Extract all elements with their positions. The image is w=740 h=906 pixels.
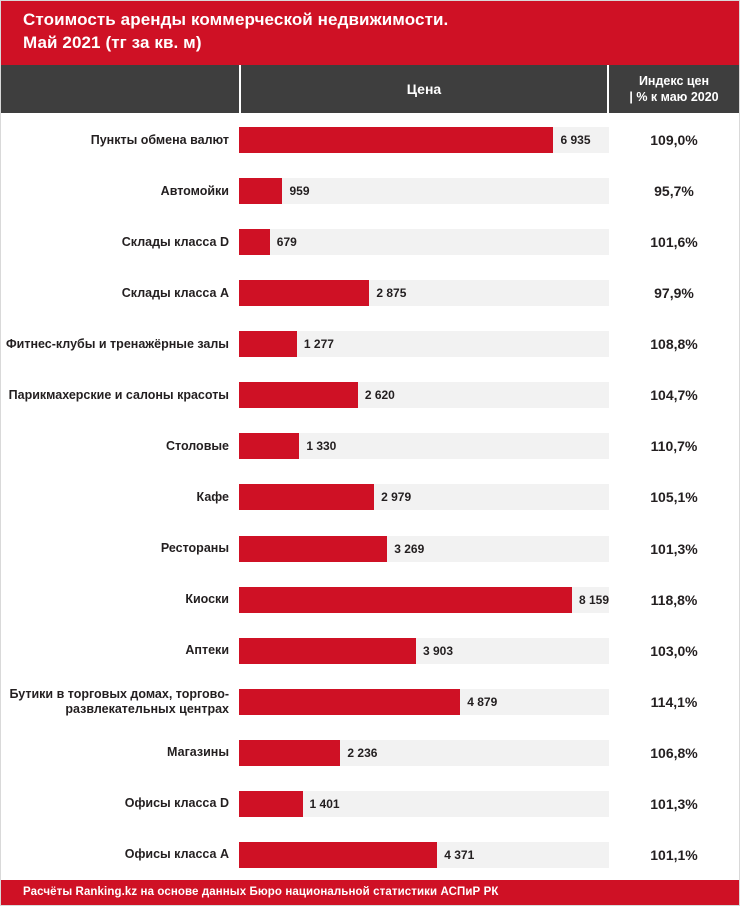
bar bbox=[239, 791, 303, 817]
bar bbox=[239, 331, 297, 357]
bar-track bbox=[239, 587, 609, 613]
bar bbox=[239, 280, 369, 306]
bar-track bbox=[239, 689, 609, 715]
row-category-label: Магазины bbox=[167, 745, 229, 760]
bar-value-label: 8 159 bbox=[578, 592, 609, 607]
bar bbox=[239, 689, 460, 715]
bar bbox=[239, 587, 572, 613]
table-row bbox=[1, 268, 739, 319]
bar-value-label: 3 269 bbox=[394, 541, 425, 556]
row-category-label: Склады класса A bbox=[121, 285, 229, 300]
page-title-line-1: Стоимость аренды коммерческой недвижимости. bbox=[23, 10, 449, 29]
bar-track bbox=[239, 331, 609, 357]
bar-value-label: 4 371 bbox=[444, 847, 475, 862]
row-bar-cell bbox=[239, 217, 609, 268]
table-row bbox=[1, 625, 739, 676]
table-row bbox=[1, 523, 739, 574]
row-category-label: Парикмахерские и салоны красоты bbox=[8, 387, 229, 402]
table-row bbox=[1, 727, 739, 778]
bar-value-label: 2 620 bbox=[364, 388, 395, 403]
row-index-value: 109,0% bbox=[650, 132, 698, 149]
bar bbox=[239, 127, 553, 153]
row-bar-cell bbox=[239, 166, 609, 217]
row-bar-cell bbox=[239, 319, 609, 370]
bar-track bbox=[239, 740, 609, 766]
column-header-index-line-1: Индекс цен bbox=[638, 73, 710, 88]
bar bbox=[239, 178, 282, 204]
row-index-value: 106,8% bbox=[650, 744, 698, 761]
bar-track bbox=[239, 127, 609, 153]
row-index-value: 110,7% bbox=[650, 438, 698, 455]
bar bbox=[239, 229, 270, 255]
bar-value-label: 959 bbox=[289, 184, 310, 199]
bar-value-label: 1 401 bbox=[309, 796, 340, 811]
bar-track bbox=[239, 178, 609, 204]
column-header-index bbox=[609, 65, 739, 113]
bar-track bbox=[239, 638, 609, 664]
bar-value-label: 2 236 bbox=[347, 745, 378, 760]
bar-value-label: 2 875 bbox=[376, 286, 407, 301]
row-index-value: 101,6% bbox=[650, 234, 698, 251]
row-category-label: Аптеки bbox=[185, 643, 229, 658]
table-row bbox=[1, 676, 739, 727]
row-bar-cell bbox=[239, 574, 609, 625]
row-bar-cell bbox=[239, 676, 609, 727]
page-title bbox=[1, 1, 739, 65]
table-row bbox=[1, 217, 739, 268]
row-category-label: Рестораны bbox=[160, 541, 229, 555]
row-category-label: Пункты обмена валют bbox=[90, 132, 229, 147]
bar-value-label: 2 979 bbox=[381, 490, 412, 505]
bar bbox=[239, 740, 340, 766]
bar bbox=[239, 842, 437, 868]
row-bar-cell bbox=[239, 778, 609, 829]
row-category-label-line-2: развлекательных центрах bbox=[65, 701, 229, 716]
row-category-label: Столовые bbox=[165, 438, 229, 453]
table-row bbox=[1, 778, 739, 829]
table-row bbox=[1, 574, 739, 625]
row-bar-cell bbox=[239, 268, 609, 319]
row-index-value: 108,8% bbox=[650, 336, 698, 353]
row-category-label: Офисы класса D bbox=[124, 796, 229, 811]
bar-track bbox=[239, 229, 609, 255]
row-category-label: Автомойки bbox=[160, 183, 229, 198]
row-category-label: Кафе bbox=[196, 489, 229, 504]
row-bar-cell bbox=[239, 370, 609, 421]
bar-track bbox=[239, 536, 609, 562]
row-bar-cell bbox=[239, 523, 609, 574]
table-row bbox=[1, 472, 739, 523]
table-row bbox=[1, 166, 739, 217]
column-header-row bbox=[1, 65, 739, 113]
bar-value-label: 6 935 bbox=[560, 133, 591, 148]
row-category-label-line-1: Бутики в торговых домах, торгово- bbox=[9, 686, 229, 701]
bar bbox=[239, 382, 358, 408]
row-index-value: 105,1% bbox=[650, 489, 698, 506]
row-category-label: Киоски bbox=[185, 592, 229, 607]
bar-track bbox=[239, 433, 609, 459]
bar bbox=[239, 536, 387, 562]
table-row bbox=[1, 319, 739, 370]
bar-track bbox=[239, 280, 609, 306]
row-bar-cell bbox=[239, 829, 609, 880]
footer-note: Расчёты Ranking.kz на основе данных Бюро национальной статистики АСПиР РК bbox=[1, 880, 739, 905]
row-index-value: 101,3% bbox=[650, 540, 698, 557]
row-index-value: 101,1% bbox=[650, 846, 698, 863]
bar-track bbox=[239, 842, 609, 868]
bar-value-label: 4 879 bbox=[467, 694, 498, 709]
row-bar-cell bbox=[239, 115, 609, 166]
row-index-value: 95,7% bbox=[654, 183, 694, 200]
row-bar-cell bbox=[239, 421, 609, 472]
bar-value-label: 1 330 bbox=[306, 439, 337, 454]
row-bar-cell bbox=[239, 727, 609, 778]
bar bbox=[239, 433, 299, 459]
row-index-value: 101,3% bbox=[650, 795, 698, 812]
chart-rows bbox=[1, 113, 739, 880]
row-index-value: 118,8% bbox=[650, 591, 698, 608]
column-header-category bbox=[1, 65, 239, 113]
row-index-value: 97,9% bbox=[654, 285, 694, 302]
column-header-index-line-2: | % к маю 2020 bbox=[629, 89, 719, 104]
table-row bbox=[1, 829, 739, 880]
row-category-label: Фитнес-клубы и тренажёрные залы bbox=[5, 336, 229, 351]
bar-track bbox=[239, 484, 609, 510]
column-header-price: Цена bbox=[239, 65, 609, 113]
table-row bbox=[1, 115, 739, 166]
bar-track bbox=[239, 382, 609, 408]
table-row bbox=[1, 421, 739, 472]
table-row bbox=[1, 370, 739, 421]
bar-value-label: 679 bbox=[276, 235, 297, 250]
page-title-line-2: Май 2021 (тг за кв. м) bbox=[23, 32, 202, 52]
row-bar-cell bbox=[239, 472, 609, 523]
row-bar-cell bbox=[239, 625, 609, 676]
row-category-label: Склады класса D bbox=[121, 234, 229, 249]
bar-value-label: 3 903 bbox=[422, 643, 454, 658]
row-index-value: 104,7% bbox=[650, 387, 698, 404]
row-category-label bbox=[1, 687, 239, 717]
bar bbox=[239, 484, 374, 510]
row-index-value: 103,0% bbox=[650, 642, 698, 659]
row-category-label: Офисы класса A bbox=[124, 847, 229, 862]
bar bbox=[239, 638, 416, 664]
bar-value-label: 1 277 bbox=[303, 337, 334, 352]
row-index-value: 114,1% bbox=[650, 693, 698, 710]
bar-track bbox=[239, 791, 609, 817]
